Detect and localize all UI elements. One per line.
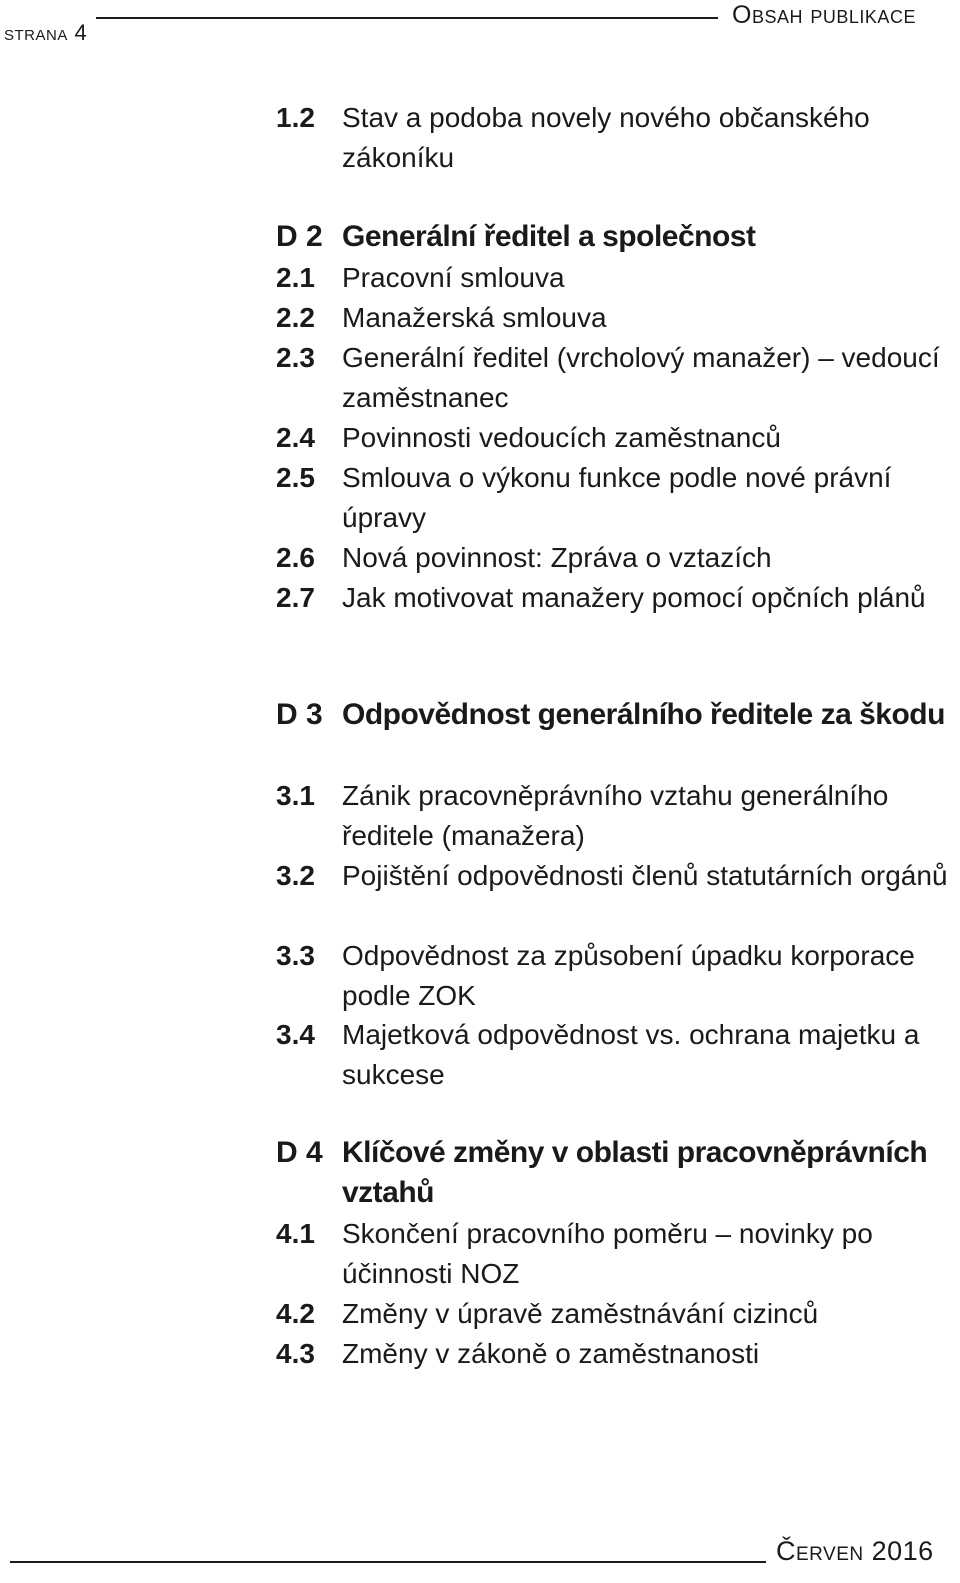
toc-title: Změny v zákoně o zaměstnanosti — [342, 1338, 760, 1369]
toc-title: Majetková odpovědnost vs. ochrana majetku a sukcese — [342, 1019, 920, 1090]
section-title: Obsah publikace — [732, 1, 916, 29]
toc-title: Pracovní smlouva — [342, 262, 565, 293]
toc-section-number: D 4 — [276, 1136, 323, 1169]
toc-number: 4.1 — [276, 1218, 315, 1249]
toc-title: Zánik pracovněprávního vztahu generálního ředitele (manažera) — [342, 780, 889, 851]
header-rule — [96, 17, 718, 19]
toc-number: 2.3 — [276, 342, 315, 373]
toc-section-title: Odpovědnost generálního ředitele za škodu — [342, 698, 945, 731]
toc-number: 2.6 — [276, 542, 315, 573]
toc-number: 4.2 — [276, 1298, 315, 1329]
issue-date: Červen 2016 — [776, 1536, 934, 1566]
toc-number: 1.2 — [276, 102, 315, 133]
toc-number: 3.2 — [276, 860, 315, 891]
toc-title: Jak motivovat manažery pomocí opčních plánů — [342, 582, 926, 613]
toc-number: 2.2 — [276, 302, 315, 333]
toc-section-number: D 3 — [276, 698, 323, 731]
toc-title: Nová povinnost: Zpráva o vztazích — [342, 542, 772, 573]
toc-number: 2.4 — [276, 422, 315, 453]
toc-number: 3.4 — [276, 1019, 315, 1050]
toc-title: Smlouva o výkonu funkce podle nové právní úpravy — [342, 462, 892, 533]
toc-number: 3.1 — [276, 780, 315, 811]
toc-number: 2.1 — [276, 262, 315, 293]
page-label: strana 4 — [4, 20, 88, 45]
toc-section-title: Klíčové změny v oblasti pracovněprávních vztahů — [342, 1136, 928, 1209]
toc-section-number: D 2 — [276, 220, 323, 253]
footer-rule — [10, 1561, 766, 1563]
toc-title: Skončení pracovního poměru – novinky po účinnosti NOZ — [342, 1218, 873, 1289]
toc-number: 2.5 — [276, 462, 315, 493]
toc-number: 3.3 — [276, 940, 315, 971]
toc-title: Stav a podoba novely nového občanského zákoníku — [342, 102, 870, 173]
toc-title: Manažerská smlouva — [342, 302, 607, 333]
toc-number: 2.7 — [276, 582, 315, 613]
toc-title: Povinnosti vedoucích zaměstnanců — [342, 422, 781, 453]
toc-title: Změny v úpravě zaměstnávání cizinců — [342, 1298, 819, 1329]
toc-title: Pojištění odpovědnosti členů statutárních orgánů — [342, 860, 948, 891]
toc-title: Odpovědnost za způsobení úpadku korporace podle ZOK — [342, 940, 915, 1011]
toc-number: 4.3 — [276, 1338, 315, 1369]
toc-title: Generální ředitel (vrcholový manažer) – vedoucí zaměstnanec — [342, 342, 940, 413]
toc-section-title: Generální ředitel a společnost — [342, 220, 756, 253]
